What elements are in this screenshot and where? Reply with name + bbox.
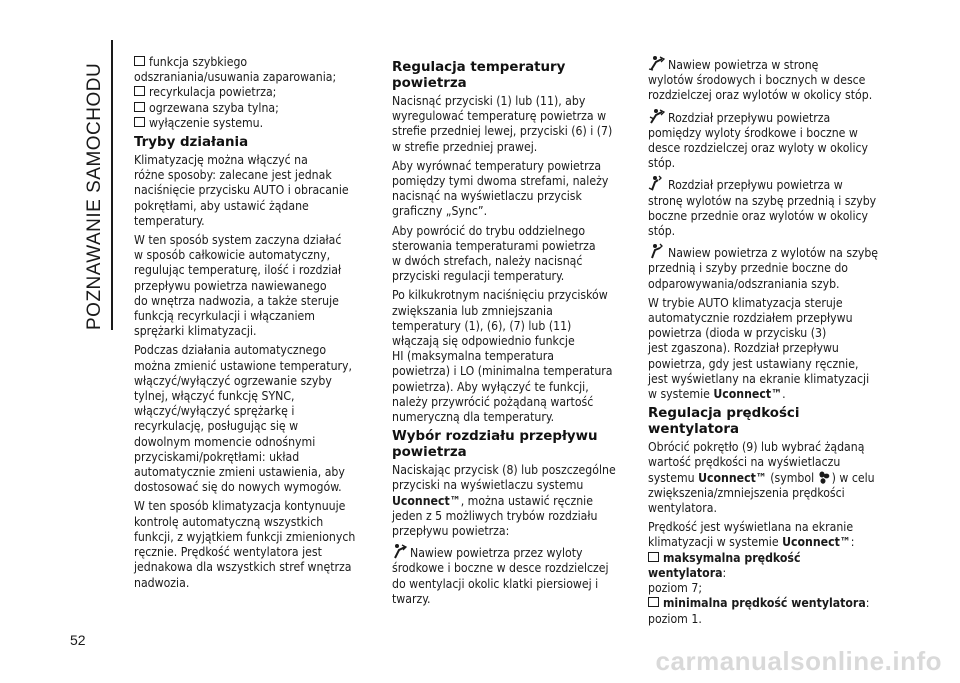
checkbox-bullet-icon bbox=[648, 597, 659, 607]
air-face-vent-icon bbox=[392, 543, 408, 559]
column-3 bbox=[648, 55, 880, 627]
page-number: 52 bbox=[70, 632, 86, 648]
paragraph: Nawiew powietrza przez wyloty środkowe i boczne w desce rozdzielczej do wentylacji okolic klatki piersiowej i twarzy. bbox=[392, 543, 620, 607]
paragraph: Aby wyrównać temperatury powietrza pomiędzy tymi dwoma strefami, należy nacisnąć na wyświetlaczu przycisk graficzny „Sync”. bbox=[392, 158, 609, 219]
paragraph: Rozdział przepływu powietrza w stronę wylotów na szybę przednią i szyby boczne przednie oraz wylotów w okolicy stóp. bbox=[648, 175, 880, 239]
checkbox-bullet-icon bbox=[134, 56, 145, 66]
paragraph: Rozdział przepływu powietrza pomiędzy wyloty środkowe i boczne w desce rozdzielczej oraz wyloty w okolicy stóp. bbox=[648, 108, 880, 172]
paragraph: Po kilkukrotnym naciśnięciu przycisków zwiększania lub zmniejszania temperatury (1), (6), (7) lub (11) włączają się odpowiednio funkcje HI (maksymalna temperatura powietrza) i LO (minimalna temperatura powietrza). Aby wyłączyć te funkcji, należy przywrócić pożądaną wartość numeryczną dla temperatury. bbox=[392, 288, 613, 425]
watermark: carmanualsonline.info bbox=[655, 646, 942, 676]
paragraph: Nacisnąć przyciski (1) lub (11), aby wyregulować temperaturę powietrza w strefie przedniej lewej, przyciski (6) i (7) w strefie przedniej prawej. bbox=[392, 94, 613, 154]
heading-wybor-rozdzialu: Wybór rozdziału przepływu powietrza bbox=[392, 429, 598, 461]
air-face-feet-icon bbox=[648, 55, 666, 71]
paragraph: Nawiew powietrza w stronę wylotów środowych i bocznych w desce rozdzielczej oraz wylotów w okolicy stóp. bbox=[648, 55, 880, 104]
heading-regulacja-predkosci: Regulacja prędkości wentylatora bbox=[648, 406, 800, 438]
section-side-title: POZNAWANIE SAMOCHODU bbox=[84, 62, 105, 330]
paragraph: W ten sposób system zaczyna działać w sposób całkowicie automatyczny, regulując temperaturę, ilość i rozdział przepływu powietrza nawiewanego do wnętrza nadwozia, a także steruje funkcją recyrkulacji i włączaniem sprężarki klimatyzacji. bbox=[134, 233, 342, 339]
heading-regulacja-temperatury: Regulacja temperatury powietrza bbox=[392, 60, 566, 91]
checkbox-bullet-icon bbox=[134, 86, 145, 96]
heading-tryby-dzialania: Tryby działania bbox=[134, 135, 249, 151]
paragraph: Podczas działania automatycznego można zmienić ustawione temperatury, włączyć/wyłączyć ogrzewanie szyby tylnej, włączyć funkcję SYNC, włączyć/wyłączyć sprężarkę i recyrkulację, posługując się w dowolnym momencie odnośnymi przyciskami/pokrętłami: układ automatycznie zmieni ustawienia, aby dostosować się do nowych wymogów. bbox=[134, 343, 352, 495]
column-1 bbox=[134, 55, 358, 595]
air-split-icon bbox=[648, 108, 666, 124]
paragraph: W trybie AUTO klimatyzacja steruje automatycznie rozdziałem przepływu powietrza (dioda w przycisku (3) jest zgaszona). Rozdział przepływu powietrza, gdy jest ustawiany ręcznie, jest wyświetlany na ekranie klimatyzacji w systemie Uconnect™. bbox=[648, 295, 870, 402]
checkbox-bullet-icon bbox=[648, 552, 659, 562]
bullet-item: wyłączenie systemu. bbox=[134, 116, 358, 131]
fan-icon bbox=[818, 471, 830, 484]
paragraph: Obrócić pokrętło (9) lub wybrać żądaną wartość prędkości na wyświetlaczu systemu Uconnect™ (symbol ) w celu zwiększenia/zmniejszenia prędkości wentylatora. bbox=[648, 440, 875, 516]
bullet-item: recyrkulacja powietrza; bbox=[134, 85, 358, 100]
bullet-item: minimalna prędkość wentylatora: poziom 1. bbox=[648, 596, 870, 626]
brand-uconnect: Uconnect™ bbox=[713, 387, 783, 402]
bullet-item: maksymalna prędkość wentylatora: poziom 7; bbox=[648, 550, 801, 596]
paragraph: W ten sposób klimatyzacja kontynuuje kontrolę automatyczną wszystkich funkcji, z wyjątkiem funkcji zmienionych ręcznie. Prędkość wentylatora jest jednakowa dla wszystkich stref wnętrza nadwozia. bbox=[134, 499, 356, 590]
checkbox-bullet-icon bbox=[134, 117, 145, 127]
bullet-item: funkcja szybkiego odszraniania/usuwania zaparowania; bbox=[134, 55, 337, 85]
brand-uconnect: Uconnect™ bbox=[782, 535, 851, 550]
brand-uconnect: Uconnect™ bbox=[392, 493, 461, 508]
column-2 bbox=[392, 58, 620, 611]
side-divider bbox=[111, 40, 113, 330]
paragraph: Klimatyzację można włączyć na różne sposoby: zalecane jest jednak naciśnięcie przycisku AUTO i obracanie pokrętłami, aby ustawić żądane temperatury. bbox=[134, 153, 349, 228]
paragraph: Aby powrócić do trybu oddzielnego sterowania temperaturami powietrza w dwóch strefach, należy nacisnąć przyciski regulacji temperatury. bbox=[392, 223, 596, 284]
paragraph: Prędkość jest wyświetlana na ekranie klimatyzacji w systemie Uconnect™: bbox=[648, 520, 855, 550]
air-windshield-feet-icon bbox=[648, 175, 666, 191]
checkbox-bullet-icon bbox=[134, 102, 145, 112]
paragraph: Nawiew powietrza z wylotów na szybę przednią i szyby przednie boczne do odparowywania/odszraniania szyb. bbox=[648, 243, 880, 292]
air-windshield-icon bbox=[648, 243, 666, 259]
bullet-item: ogrzewana szyba tylna; bbox=[134, 101, 358, 116]
brand-uconnect: Uconnect™ bbox=[698, 470, 767, 485]
paragraph: Naciskając przycisk (8) lub poszczególne przyciski na wyświetlaczu systemu Uconnect™, można ustawić ręcznie jeden z 5 możliwych trybów rozdziału przepływu powietrza: bbox=[392, 463, 616, 539]
